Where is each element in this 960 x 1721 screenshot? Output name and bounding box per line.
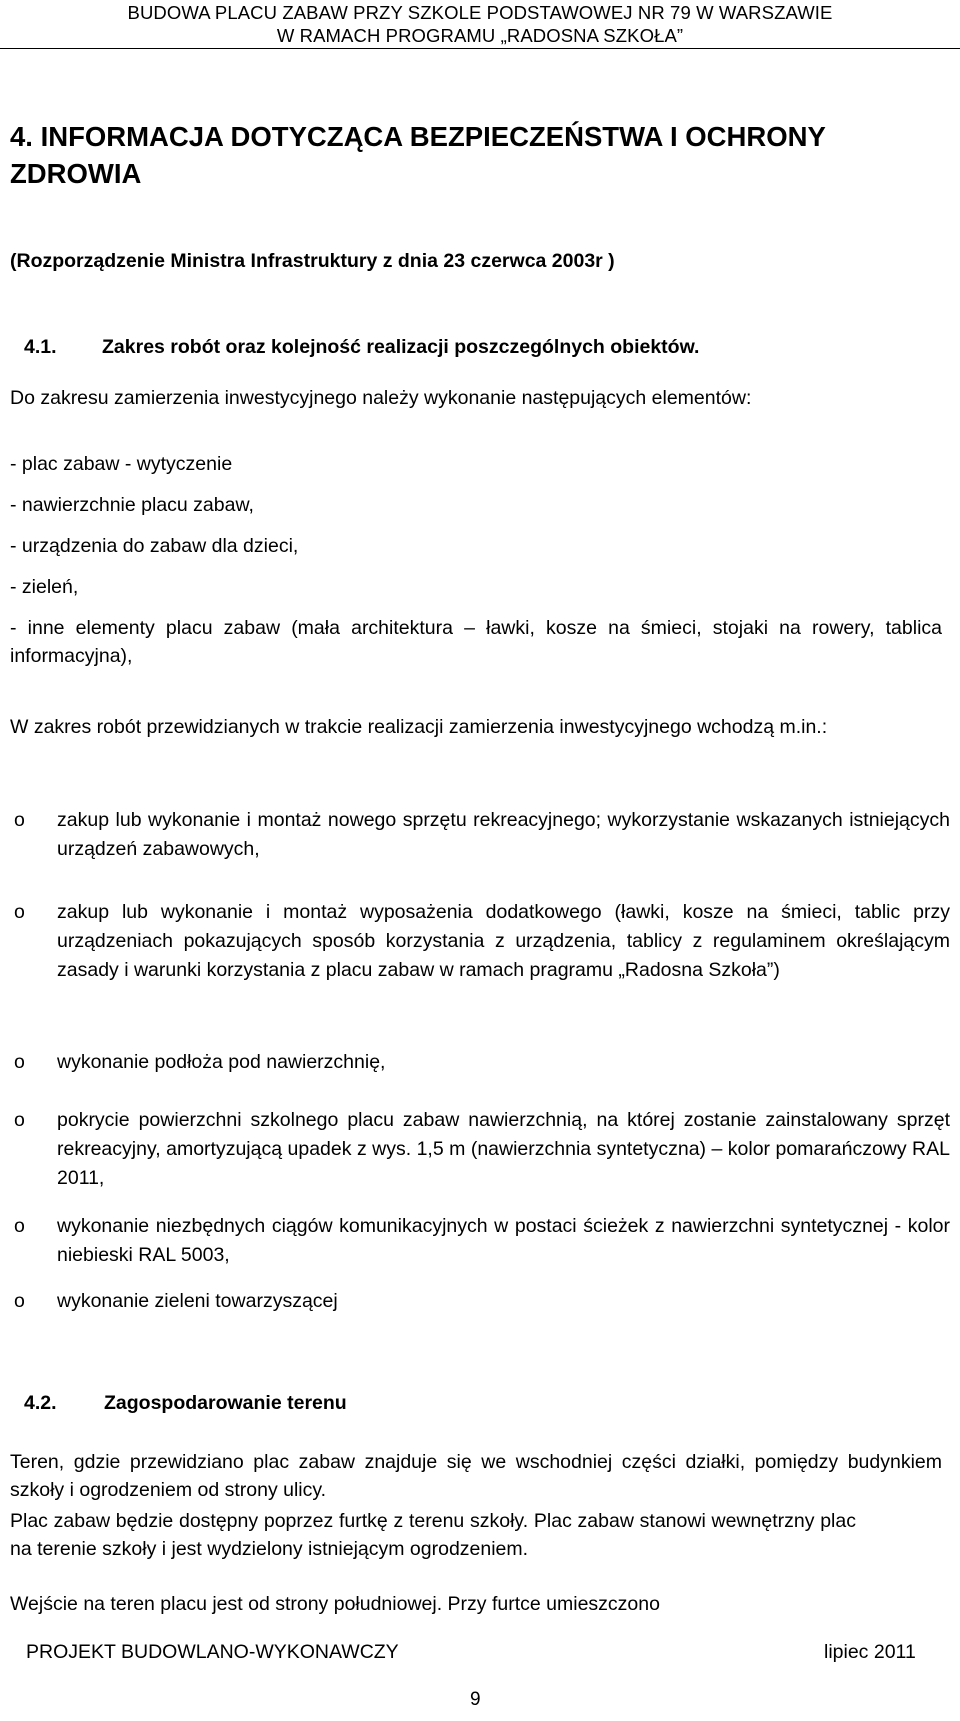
subsection-number: 4.1.: [24, 336, 57, 358]
bullet-text: pokrycie powierzchni szkolnego placu zabaw nawierzchnią, na której zostanie zainstalowany sprzęt rekreacyjny, amortyzującą upadek z wys. 1,5 m (nawierzchnia syntetyczna) – kolor pomarańczowy RAL 2011,: [57, 1109, 950, 1189]
bullet-marker: o: [14, 1109, 25, 1131]
footer-project-type: PROJEKT BUDOWLANO-WYKONAWCZY: [26, 1641, 399, 1663]
regulation-reference: (Rozporządzenie Ministra Infrastruktury z dnia 23 czerwca 2003r ): [10, 250, 615, 272]
bullet-marker: o: [14, 1290, 25, 1312]
bullet-marker: o: [14, 1051, 25, 1073]
page-header: [0, 0, 960, 49]
bullet-text: wykonanie zieleni towarzyszącej: [57, 1290, 338, 1312]
terrain-paragraph-3: Wejście na teren placu jest od strony południowej. Przy furtce umieszczono: [10, 1593, 660, 1615]
dash-list-item: - nawierzchnie placu zabaw,: [10, 494, 254, 516]
bullet-text: wykonanie podłoża pod nawierzchnię,: [57, 1051, 386, 1073]
bullet-marker: o: [14, 901, 25, 923]
scope-intro-paragraph: W zakres robót przewidzianych w trakcie realizacji zamierzenia inwestycyjnego wchodzą m.in.:: [10, 716, 828, 738]
bullet-text: zakup lub wykonanie i montaż nowego sprzętu rekreacyjnego; wykorzystanie wskazanych istniejących urządzeń zabawowych,: [57, 809, 950, 860]
bullet-marker: o: [14, 809, 25, 831]
section-title: 4. INFORMACJA DOTYCZĄCA BEZPIECZEŃSTWA I OCHRONY ZDROWIA: [10, 121, 826, 189]
subsection-number: 4.2.: [24, 1392, 57, 1414]
header-line-2: W RAMACH PROGRAMU „RADOSNA SZKOŁA”: [276, 25, 684, 46]
terrain-paragraph-2: Plac zabaw będzie dostępny poprzez furtkę z terenu szkoły. Plac zabaw stanowi wewnętrzny plac na terenie szkoły i jest wydzielony istniejącym ogrodzeniem.: [10, 1510, 856, 1560]
dash-list-item: - plac zabaw - wytyczenie: [10, 453, 233, 475]
terrain-paragraph-1: Teren, gdzie przewidziano plac zabaw znajduje się we wschodniej części działki, pomiędzy budynkiem szkoły i ogrodzeniem od strony ulicy.: [10, 1451, 942, 1501]
dash-list-item: - zieleń,: [10, 576, 79, 598]
footer-date: lipiec 2011: [824, 1641, 916, 1663]
intro-paragraph: Do zakresu zamierzenia inwestycyjnego należy wykonanie następujących elementów:: [10, 387, 752, 409]
subsection-title: Zakres robót oraz kolejność realizacji poszczególnych obiektów.: [102, 336, 700, 358]
bullet-text: zakup lub wykonanie i montaż wyposażenia dodatkowego (ławki, kosze na śmieci, tablic przy urządzeniach pokazujących sposób korzystania z urządzenia, tablicy z regulaminem określającym zasady i warunki korzystania z placu zabaw w ramach pragramu „Radosna Szkoła”): [57, 901, 950, 981]
page-number: 9: [470, 1689, 481, 1710]
bullet-marker: o: [14, 1215, 25, 1237]
header-line-1: BUDOWA PLACU ZABAW PRZY SZKOLE PODSTAWOWEJ NR 79 W WARSZAWIE: [127, 2, 833, 23]
dash-list-item: - inne elementy placu zabaw (mała architektura – ławki, kosze na śmieci, stojaki na rowery, tablica informacyjna),: [10, 617, 942, 667]
subsection-title: Zagospodarowanie terenu: [104, 1392, 347, 1414]
dash-list-item: - urządzenia do zabaw dla dzieci,: [10, 535, 299, 557]
bullet-text: wykonanie niezbędnych ciągów komunikacyjnych w postaci ścieżek z nawierzchni syntetycznej - kolor niebieski RAL 5003,: [57, 1215, 950, 1266]
